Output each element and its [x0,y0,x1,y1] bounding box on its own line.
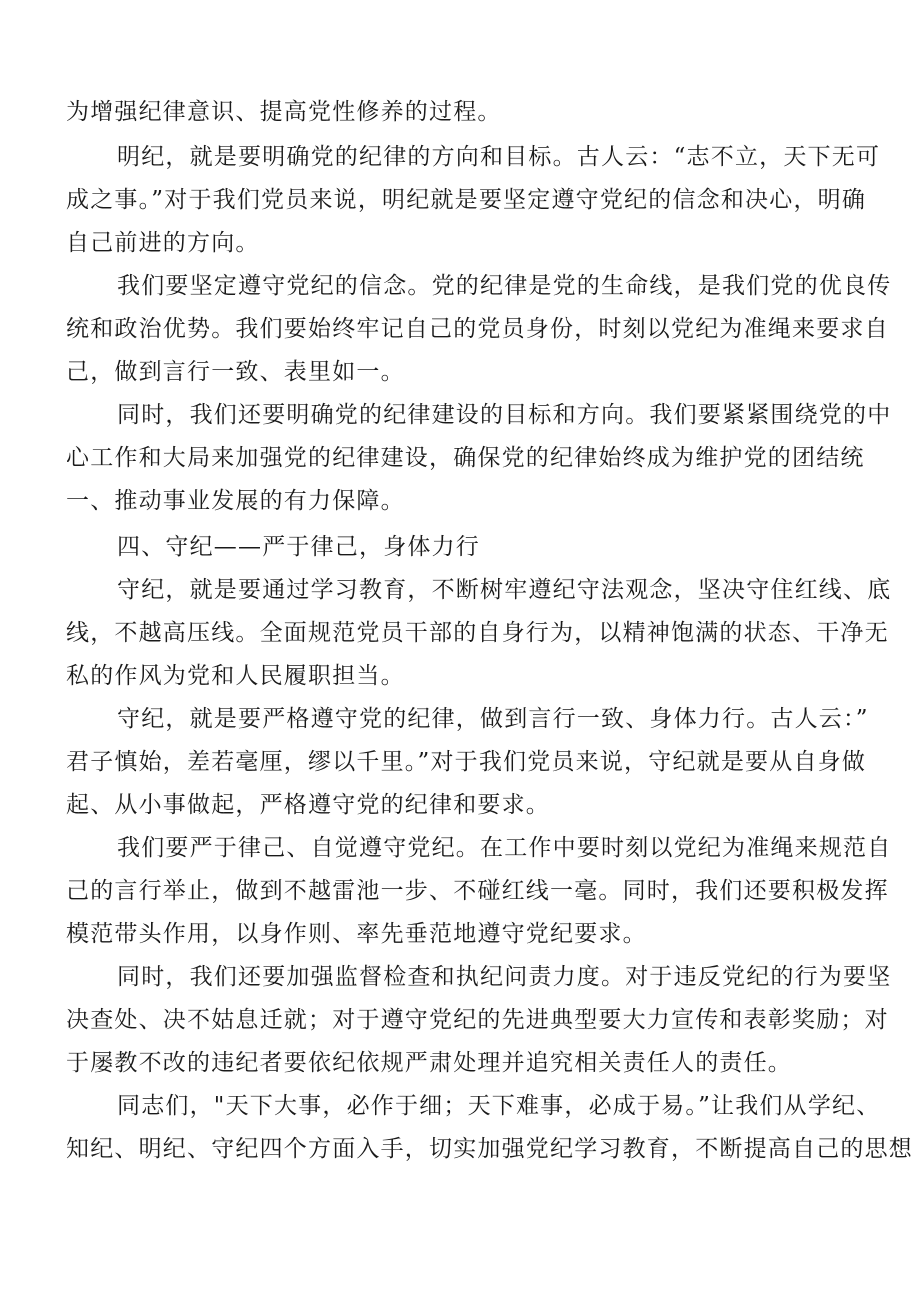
paragraph-line: 守纪，就是要通过学习教育，不断树牢遵纪守法观念，坚决守住红线、底 [117,577,892,603]
paragraph-line: 同时，我们还要明确党的纪律建设的目标和方向。我们要紧紧围绕党的中 [117,402,892,428]
paragraph-line: 成之事。”对于我们党员来说，明纪就是要坚定遵守党纪的信念和决心，明确 [66,187,867,213]
paragraph-line: 统和政治优势。我们要始终牢记自己的党员身份，时刻以党纪为准绳来要求自 [66,316,889,342]
section-heading: 四、守纪——严于律己，身体力行 [117,534,480,560]
paragraph-line: 自己前进的方向。 [66,230,260,256]
paragraph-line: 己的言行举止，做到不越雷池一步、不碰红线一毫。同时，我们还要积极发挥 [66,878,889,904]
paragraph-line: 同志们，"天下大事，必作于细；天下难事，必成于易。”让我们从学纪、 [117,1093,881,1119]
paragraph-line: 知纪、明纪、守纪四个方面入手，切实加强党纪学习教育，不断提高自己的思想 [66,1136,913,1162]
paragraph-line: 为增强纪律意识、提高党性修养的过程。 [66,99,502,125]
paragraph-line: 一、推动事业发展的有力保障。 [66,488,405,514]
paragraph-line: 君子慎始，差若毫厘，缪以千里。”对于我们党员来说，守纪就是要从自身做 [66,749,867,775]
paragraph-line: 于屡教不改的违纪者要依纪依规严肃处理并追究相关责任人的责任。 [66,1050,792,1076]
paragraph-line: 我们要严于律己、自觉遵守党纪。在工作中要时刻以党纪为准绳来规范自 [117,835,892,861]
paragraph-line: 起、从小事做起，严格遵守党的纪律和要求。 [66,792,550,818]
paragraph-line: 心工作和大局来加强党的纪律建设，确保党的纪律始终成为维护党的团结统 [66,445,865,471]
paragraph-line: 模范带头作用，以身作则、率先垂范地遵守党纪要求。 [66,921,647,947]
paragraph-line: 同时，我们还要加强监督检查和执纪问责力度。对于违反党纪的行为要坚 [117,964,892,990]
paragraph-line: 线，不越高压线。全面规范党员干部的自身行为，以精神饱满的状态、干净无 [66,620,889,646]
paragraph-line: 己，做到言行一致、表里如一。 [66,359,405,385]
paragraph-line: 决查处、决不姑息迁就；对于遵守党纪的先进典型要大力宣传和表彰奖励；对 [66,1007,889,1033]
paragraph-line: 我们要坚定遵守党纪的信念。党的纪律是党的生命线，是我们党的优良传 [117,273,892,299]
paragraph-line: 守纪，就是要严格遵守党的纪律，做到言行一致、身体力行。古人云：” [117,706,869,732]
paragraph-line: 明纪，就是要明确党的纪律的方向和目标。古人云：“志不立，天下无可 [117,144,881,170]
paragraph-line: 私的作风为党和人民履职担当。 [66,663,405,689]
